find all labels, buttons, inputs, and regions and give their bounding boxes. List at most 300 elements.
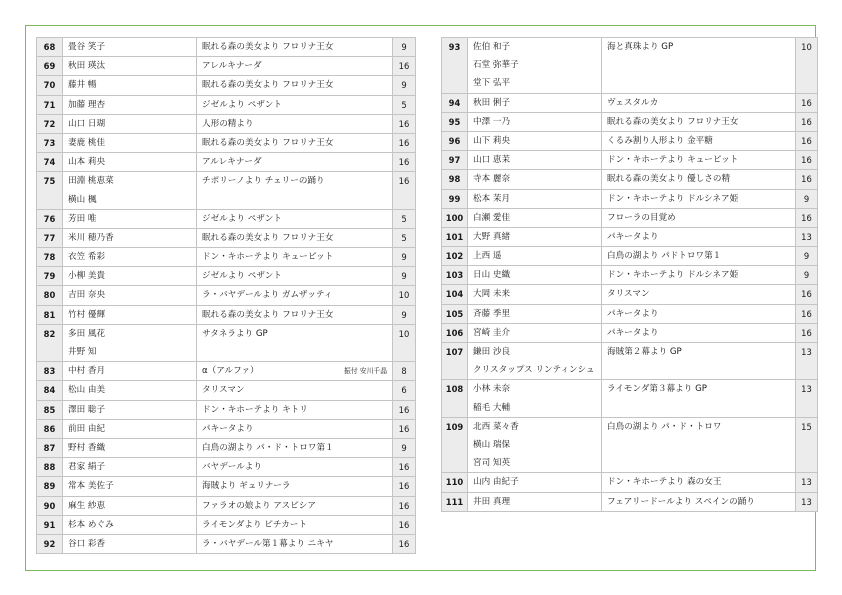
dancer-count-text: 9 [401, 309, 407, 320]
entry-number-text: 105 [445, 308, 464, 319]
entry-number-text: 76 [43, 213, 56, 224]
performer-name: 杉本 めぐみ [68, 519, 114, 530]
piece-title-line [202, 229, 392, 247]
piece-title-line [202, 401, 392, 419]
performer-names [63, 534, 197, 553]
piece-title-line [202, 76, 392, 94]
entry-number-text: 91 [43, 519, 56, 530]
entry-number-text: 90 [43, 500, 56, 511]
dancer-count-text: 16 [398, 118, 410, 129]
entry-number-text: 81 [43, 309, 56, 320]
piece-title-text: ドン・キホーテより ドルシネア姫 [607, 193, 739, 204]
dancer-count-text: 13 [801, 347, 812, 357]
dancer-count [796, 93, 818, 112]
dancer-count-text: 16 [398, 538, 410, 549]
piece-title-text: 眠れる森の美女より フロリナ王女 [202, 80, 334, 91]
piece-title-line [202, 153, 392, 171]
dancer-count [393, 305, 416, 324]
dancer-count [796, 473, 818, 492]
performer-names [63, 305, 197, 324]
program-row [442, 227, 818, 246]
piece-title-text: チポリーノより チェリーの踊り [202, 176, 325, 187]
performer-names [63, 38, 197, 57]
piece-title-line [202, 57, 392, 75]
piece-title-text: α（アルファ） [202, 366, 259, 377]
dancer-count-text: 9 [401, 442, 407, 453]
piece-title-text: 海と真珠より GP [607, 42, 674, 52]
piece-title [197, 477, 393, 496]
piece-title-line [607, 190, 795, 208]
program-row [37, 400, 416, 419]
dancer-count [393, 228, 416, 247]
piece-title-text: ファラオの娘より アスピシア [202, 500, 316, 511]
piece-title-text: アルレキナーダ [202, 157, 262, 168]
piece-title-line [607, 285, 795, 303]
entry-number [37, 324, 63, 361]
performer-name: 妻鹿 桃佳 [68, 137, 106, 148]
piece-title-line [607, 38, 795, 56]
performer-name: 前田 由紀 [68, 423, 106, 434]
performer-name: 宮崎 圭介 [473, 327, 511, 338]
performer-name: 加藤 理杏 [68, 99, 106, 110]
program-row [442, 247, 818, 266]
program-row [37, 114, 416, 133]
piece-title-line [202, 210, 392, 228]
performer-names [63, 209, 197, 228]
program-row [37, 496, 416, 515]
performer-name: 秋田 俐子 [473, 97, 511, 108]
performer-names [63, 267, 197, 286]
program-row [37, 381, 416, 400]
entry-number [442, 247, 468, 266]
entry-number-text: 89 [43, 481, 56, 492]
piece-title-text: ドン・キホーテより キューピット [202, 252, 334, 263]
dancer-count [796, 38, 818, 94]
entry-number [442, 189, 468, 208]
entry-number [442, 93, 468, 112]
performer-name: 芳田 唯 [68, 213, 97, 224]
piece-title [197, 209, 393, 228]
performer-names [468, 285, 602, 304]
dancer-count [796, 170, 818, 189]
entry-number-text: 106 [445, 327, 464, 338]
performer-name: 松本 茉月 [473, 193, 511, 204]
dancer-count [393, 172, 416, 209]
piece-title-text: 眠れる森の美女より 優しさの精 [607, 174, 731, 185]
entry-number-text: 72 [43, 118, 56, 129]
dancer-count-text: 9 [803, 193, 810, 204]
entry-number-text: 78 [43, 252, 56, 263]
entry-number-text: 80 [43, 290, 56, 301]
piece-title-text: フローラの目覚め [607, 212, 676, 223]
entry-number-text: 100 [445, 212, 464, 223]
program-row [37, 534, 416, 553]
entry-number-text: 108 [445, 384, 464, 395]
performer-name: 宮司 知英 [473, 458, 511, 469]
entry-number [37, 57, 63, 76]
piece-title-line [607, 170, 795, 188]
performer-name: 斉藤 季里 [473, 308, 511, 319]
performer-names [468, 227, 602, 246]
entry-number-text: 110 [445, 477, 464, 488]
performer-name: 上西 遥 [473, 251, 502, 262]
piece-title [197, 57, 393, 76]
performer-names [63, 419, 197, 438]
piece-title [602, 285, 796, 304]
dancer-count-text: 16 [398, 61, 410, 72]
dancer-count [796, 343, 818, 380]
dancer-count-text: 9 [401, 271, 407, 282]
piece-title-line [202, 248, 392, 266]
entry-number [442, 492, 468, 511]
dancer-count [796, 247, 818, 266]
entry-number-text: 92 [43, 538, 56, 549]
entry-number-text: 88 [43, 462, 56, 473]
piece-title [602, 304, 796, 323]
piece-title [602, 151, 796, 170]
performer-name: 山本 莉央 [68, 157, 106, 168]
performer-names [63, 438, 197, 457]
performer-name: 竹村 優輝 [68, 309, 106, 320]
piece-title-line [607, 151, 795, 169]
piece-title [602, 112, 796, 131]
entry-number [442, 343, 468, 380]
dancer-count-text: 16 [398, 462, 410, 473]
piece-title-line [202, 325, 392, 343]
dancer-count [393, 438, 416, 457]
piece-title-line [202, 267, 392, 285]
piece-title-text: 眠れる森の美女より フロリナ王女 [202, 42, 334, 52]
dancer-count-text: 16 [801, 116, 812, 127]
program-row [442, 208, 818, 227]
performer-name: 常本 美佐子 [68, 481, 114, 492]
performer-names [63, 381, 197, 400]
piece-title-text: 海賊より ギュリナーラ [202, 481, 291, 492]
entry-number-text: 85 [43, 404, 56, 415]
program-row [37, 133, 416, 152]
performer-name: 堂下 弘平 [473, 78, 511, 89]
program-row [442, 112, 818, 131]
piece-title-text: パキータより [202, 423, 254, 434]
dancer-count [393, 133, 416, 152]
piece-title-line [607, 305, 795, 323]
piece-title-text: 海賊第２幕より GP [607, 347, 682, 357]
piece-title-text: ジゼルより ペザント [202, 99, 282, 110]
dancer-count [393, 114, 416, 133]
dancer-count-text: 16 [398, 481, 410, 492]
entry-number-text: 101 [445, 231, 464, 242]
program-row [37, 438, 416, 457]
performer-name: 寺本 麗奈 [473, 174, 511, 185]
entry-number [442, 285, 468, 304]
entry-number [37, 400, 63, 419]
performer-name: 大岡 未来 [473, 289, 511, 300]
piece-title-text: バヤデールより [202, 462, 262, 473]
program-row [37, 228, 416, 247]
performer-names [63, 286, 197, 305]
performer-name: 山下 莉央 [473, 135, 511, 146]
entry-number [37, 133, 63, 152]
piece-title [197, 76, 393, 95]
performer-names [468, 38, 602, 94]
piece-title [602, 38, 796, 94]
dancer-count [796, 112, 818, 131]
choreographer-credit: 振付 安川千晶 [344, 367, 387, 376]
piece-title-line [202, 38, 392, 56]
performer-names [468, 266, 602, 285]
entry-number-text: 111 [445, 496, 464, 507]
dancer-count [393, 76, 416, 95]
program-row [37, 153, 416, 172]
dancer-count-text: 9 [401, 252, 407, 263]
dancer-count [796, 189, 818, 208]
performer-names [63, 362, 197, 381]
performer-names [63, 248, 197, 267]
dancer-count-text: 16 [801, 289, 812, 300]
piece-title [197, 286, 393, 305]
piece-title-line [202, 362, 392, 380]
dancer-count [796, 151, 818, 170]
entry-number-text: 87 [43, 442, 56, 453]
dancer-count [393, 477, 416, 496]
piece-title-text: 眠れる森の美女より フロリナ王女 [202, 309, 334, 320]
performer-names [63, 324, 197, 361]
performer-name: 稲毛 大輔 [473, 402, 511, 413]
performer-name: 山内 由紀子 [473, 477, 519, 488]
piece-title-line [202, 306, 392, 324]
program-row [442, 170, 818, 189]
piece-title [602, 131, 796, 150]
piece-title-text: ドン・キホーテより ドルシネア姫 [607, 270, 739, 281]
piece-title-line [202, 115, 392, 133]
dancer-count-text: 16 [801, 155, 812, 166]
piece-title-line [202, 458, 392, 476]
performer-names [468, 112, 602, 131]
dancer-count-text: 15 [801, 421, 812, 432]
program-row [37, 248, 416, 267]
program-row [442, 285, 818, 304]
program-table-left [36, 37, 416, 554]
performer-names [63, 172, 197, 209]
dancer-count [393, 458, 416, 477]
piece-title [197, 515, 393, 534]
performer-names [63, 57, 197, 76]
piece-title [197, 95, 393, 114]
entry-number-text: 69 [43, 61, 56, 72]
performer-names [468, 343, 602, 380]
piece-title-text: ジゼルより ペザント [202, 271, 282, 282]
dancer-count [796, 304, 818, 323]
piece-title [602, 247, 796, 266]
program-row [37, 324, 416, 361]
piece-title-line [202, 381, 392, 399]
dancer-count-text: 9 [803, 270, 810, 281]
performer-name: 野村 香織 [68, 442, 106, 453]
piece-title [197, 419, 393, 438]
program-row [442, 266, 818, 285]
program-row [442, 38, 818, 94]
piece-title-text: ヴェスタルカ [607, 97, 659, 108]
piece-title-text: 眠れる森の美女より フロリナ王女 [202, 137, 334, 148]
dancer-count-text: 10 [398, 290, 410, 301]
performer-names [468, 417, 602, 473]
piece-title [602, 208, 796, 227]
entry-number-text: 83 [43, 366, 56, 377]
piece-title [602, 417, 796, 473]
piece-title [197, 400, 393, 419]
entry-number-text: 96 [448, 135, 461, 146]
entry-number [37, 381, 63, 400]
entry-number-text: 75 [43, 176, 56, 187]
entry-number-text: 102 [445, 251, 464, 262]
dancer-count [393, 209, 416, 228]
piece-title [602, 266, 796, 285]
piece-title-line [202, 96, 392, 114]
dancer-count-text: 5 [401, 232, 407, 243]
entry-number [37, 419, 63, 438]
entry-number-text: 95 [448, 116, 461, 127]
dancer-count-text: 16 [801, 212, 812, 223]
dancer-count [393, 362, 416, 381]
program-row [442, 93, 818, 112]
piece-title-line [607, 247, 795, 265]
performer-names [63, 133, 197, 152]
piece-title-text: タリスマン [607, 289, 650, 300]
dancer-count [393, 153, 416, 172]
piece-title [197, 438, 393, 457]
program-row [442, 304, 818, 323]
dancer-count [796, 285, 818, 304]
piece-title [602, 170, 796, 189]
dancer-count-text: 13 [801, 384, 812, 395]
entry-number [442, 227, 468, 246]
piece-title [197, 267, 393, 286]
performer-names [468, 492, 602, 511]
program-row [37, 477, 416, 496]
dancer-count [796, 131, 818, 150]
piece-title [602, 227, 796, 246]
entry-number [442, 131, 468, 150]
performer-name: 多田 風花 [68, 328, 106, 339]
performer-names [468, 93, 602, 112]
dancer-count-text: 13 [801, 496, 812, 507]
dancer-count [796, 208, 818, 227]
piece-title-text: ドン・キホーテより 森の女王 [607, 477, 722, 488]
entry-number [442, 380, 468, 417]
piece-title-line [607, 418, 795, 436]
performer-name: クリスタップス リンティンシュ [473, 365, 595, 376]
dancer-count-text: 6 [401, 385, 407, 396]
dancer-count-text: 16 [801, 97, 812, 108]
dancer-count-text: 10 [398, 328, 410, 339]
dancer-count [393, 381, 416, 400]
piece-title [602, 343, 796, 380]
entry-number [442, 151, 468, 170]
entry-number-text: 99 [448, 193, 461, 204]
piece-title [197, 153, 393, 172]
piece-title-text: くるみ割り人形より 金平糖 [607, 135, 713, 146]
performer-name: 横山 楓 [68, 194, 97, 205]
entry-number-text: 70 [43, 80, 56, 91]
program-row [37, 515, 416, 534]
entry-number [442, 266, 468, 285]
dancer-count-text: 16 [398, 137, 410, 148]
entry-number [37, 438, 63, 457]
performer-name: 日山 史織 [473, 270, 511, 281]
entry-number-text: 107 [445, 347, 464, 357]
dancer-count-text: 16 [801, 174, 812, 185]
entry-number-text: 93 [448, 42, 461, 52]
performer-name: 北西 菜々香 [473, 421, 519, 432]
entry-number [37, 76, 63, 95]
dancer-count [796, 417, 818, 473]
dancer-count [393, 248, 416, 267]
performer-name: 衣笠 希彩 [68, 252, 106, 263]
performer-names [63, 477, 197, 496]
piece-title-line [607, 209, 795, 227]
dancer-count-text: 13 [801, 231, 812, 242]
dancer-count [393, 95, 416, 114]
performer-name: 山口 恵茉 [473, 155, 511, 166]
piece-title-line [202, 497, 392, 515]
piece-title-text: パキータより [607, 327, 659, 338]
piece-title-text: 白鳥の湖より パ・ド・トロワ [607, 421, 722, 432]
entry-number-text: 103 [445, 270, 464, 281]
entry-number [37, 305, 63, 324]
piece-title-line [202, 420, 392, 438]
performer-names [468, 323, 602, 342]
dancer-count-text: 13 [801, 477, 812, 488]
entry-number [37, 362, 63, 381]
entry-number [37, 114, 63, 133]
entry-number-text: 82 [43, 328, 56, 339]
entry-number [37, 248, 63, 267]
program-row [442, 151, 818, 170]
performer-names [63, 153, 197, 172]
piece-title [197, 172, 393, 209]
program-row [37, 267, 416, 286]
performer-names [468, 170, 602, 189]
piece-title [197, 38, 393, 57]
piece-title-line [202, 134, 392, 152]
dancer-count [796, 380, 818, 417]
dancer-count [796, 492, 818, 511]
program-row [442, 417, 818, 473]
piece-title-text: ライモンダより ピチカート [202, 519, 308, 530]
dancer-count-text: 16 [801, 135, 812, 146]
performer-names [468, 380, 602, 417]
piece-title-text: 人形の精より [202, 118, 254, 129]
program-row [37, 172, 416, 209]
piece-title [602, 189, 796, 208]
performer-names [468, 151, 602, 170]
performer-name: 畳谷 笑子 [68, 42, 106, 52]
entry-number-text: 74 [43, 157, 56, 168]
performer-names [468, 131, 602, 150]
piece-title [197, 534, 393, 553]
performer-names [63, 95, 197, 114]
dancer-count-text: 9 [803, 251, 810, 262]
piece-title-text: 眠れる森の美女より フロリナ王女 [607, 116, 739, 127]
program-row [37, 305, 416, 324]
piece-title [197, 496, 393, 515]
piece-title-line [607, 113, 795, 131]
piece-title-line [607, 324, 795, 342]
program-row [442, 131, 818, 150]
program-row [37, 209, 416, 228]
dancer-count-text: 16 [801, 308, 812, 319]
piece-title-text: タリスマン [202, 385, 245, 396]
